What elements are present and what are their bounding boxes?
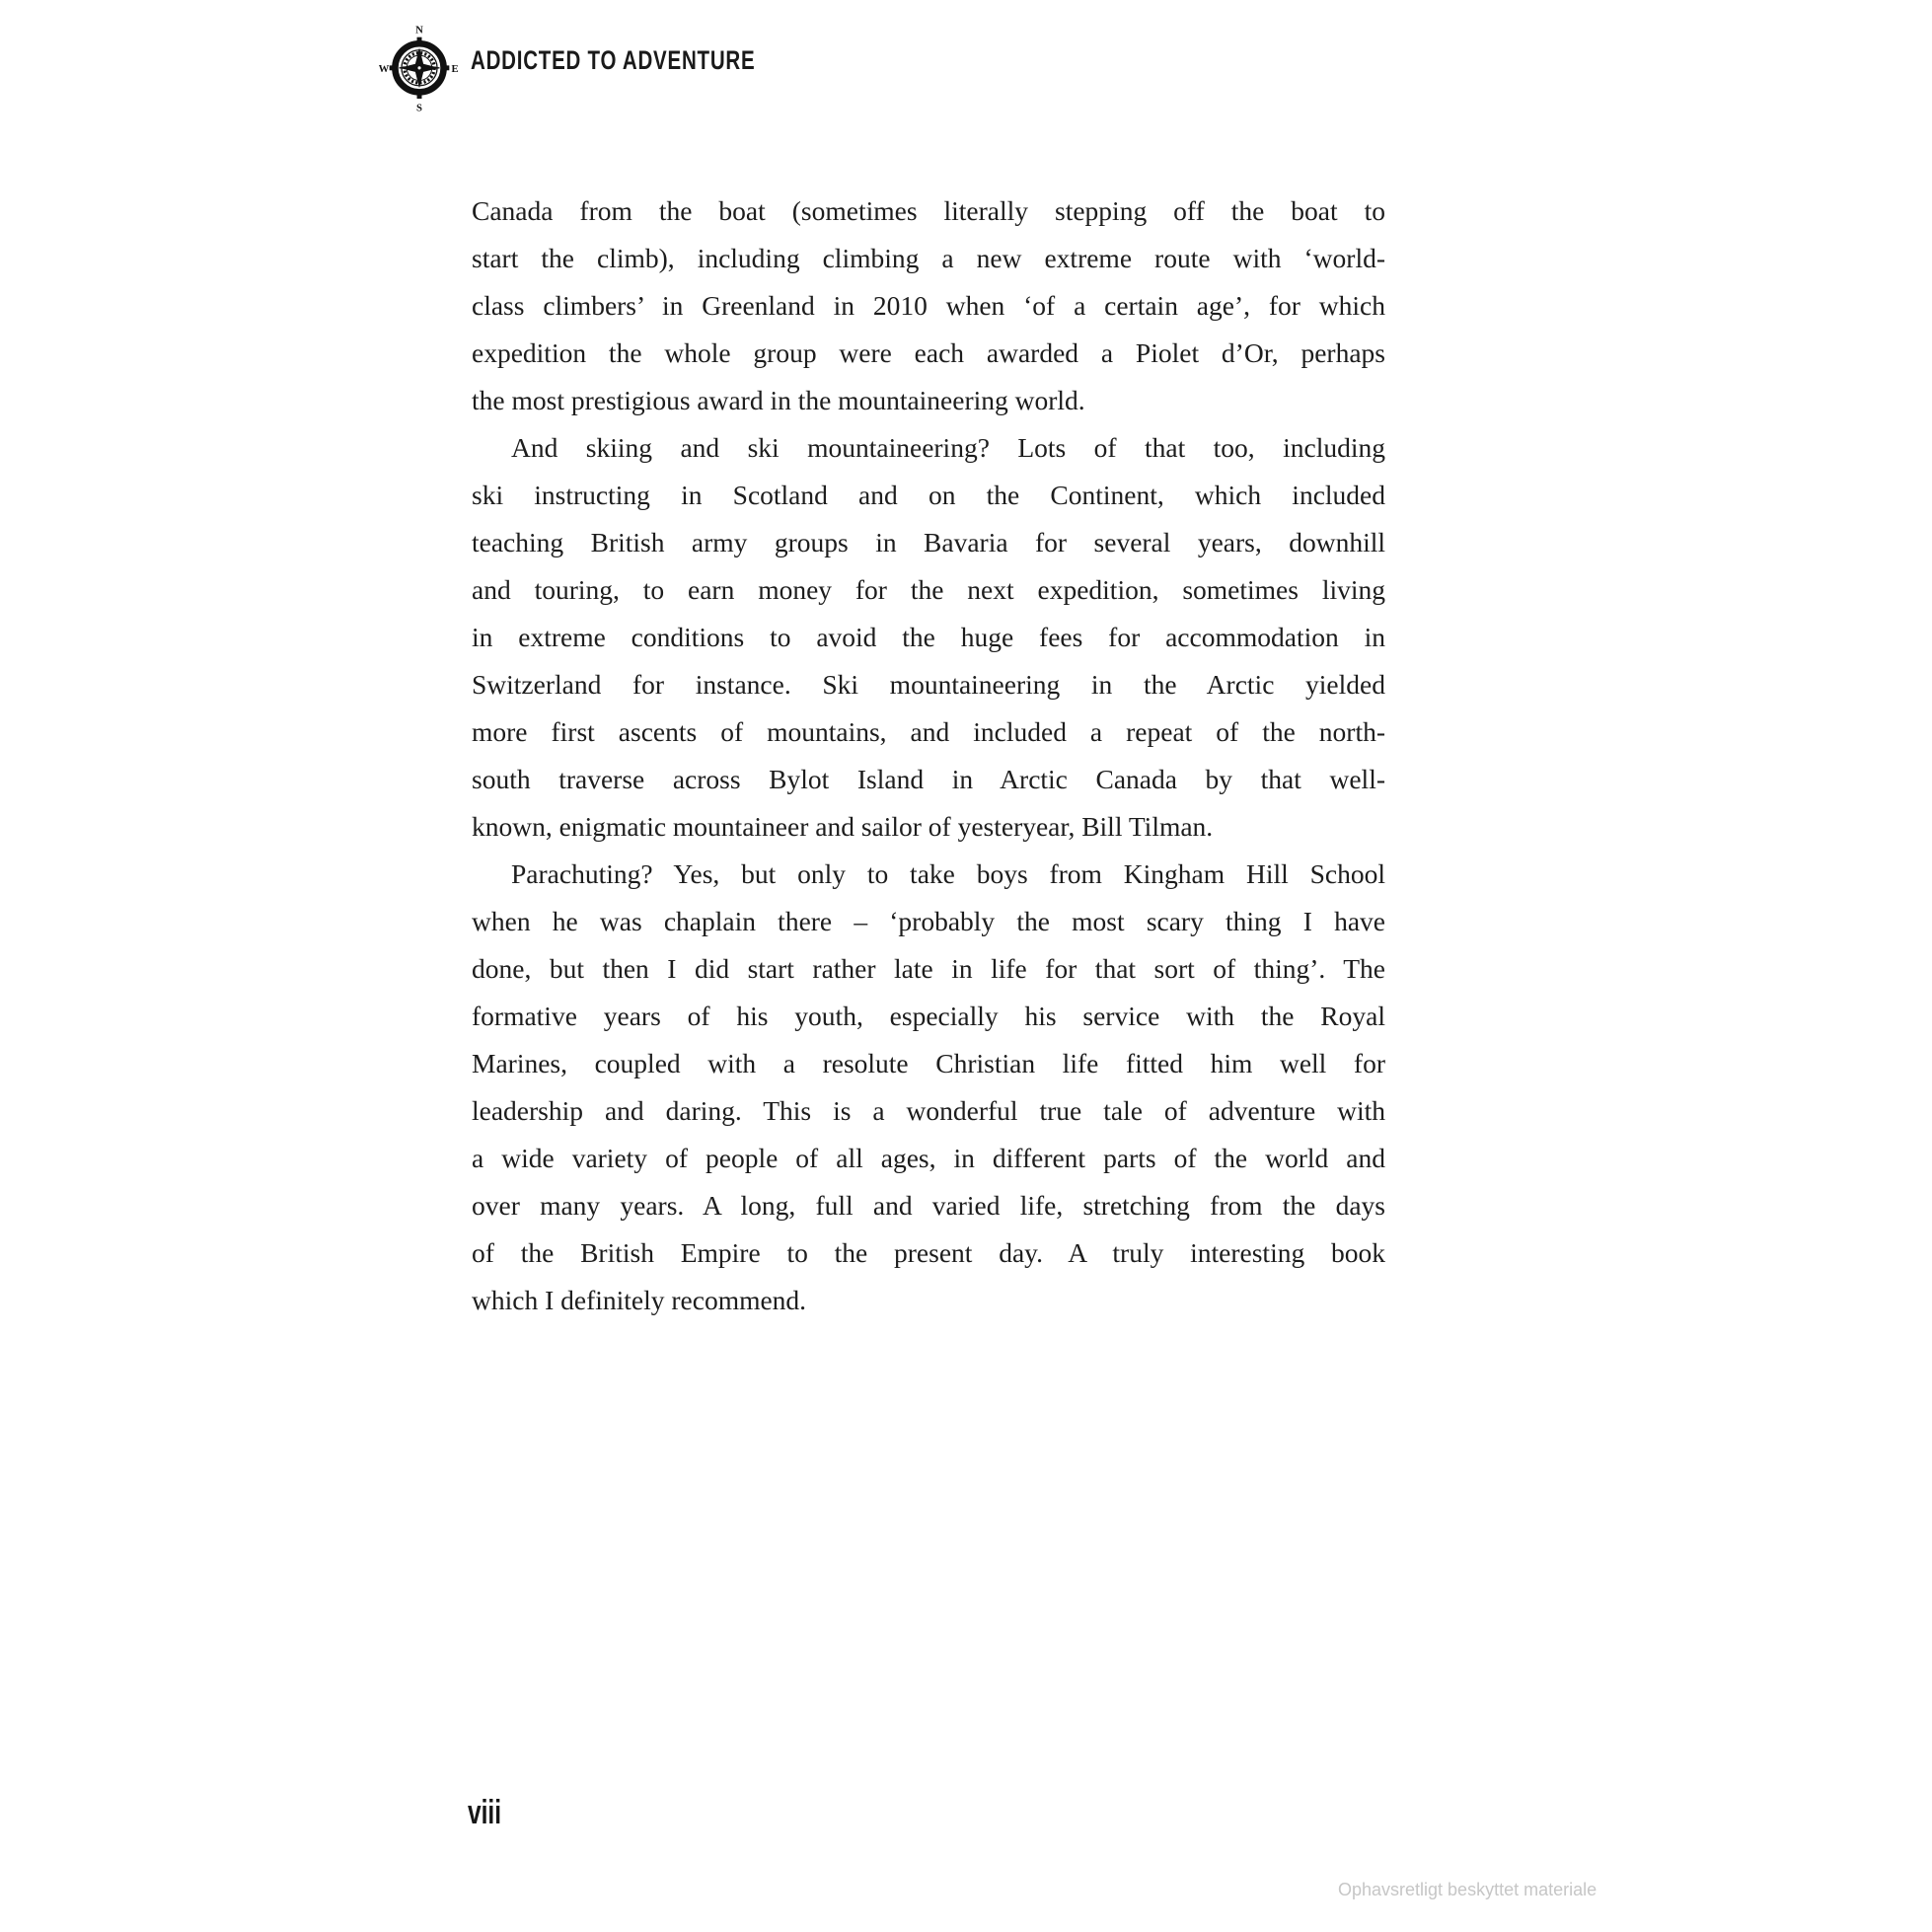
body-line: over many years. A long, full and varied life, stretching from the days <box>472 1190 1385 1221</box>
body-line: when he was chaplain there – ‘probably the most scary thing I have <box>472 906 1385 936</box>
body-line: And skiing and ski mountaineering? Lots of that too, including <box>511 432 1385 463</box>
body-line: south traverse across Bylot Island in Arctic Canada by that well- <box>472 764 1385 794</box>
body-line: the most prestigious award in the mountaineering world. <box>472 385 1085 415</box>
page-number: viii <box>468 1794 502 1831</box>
body-line: a wide variety of people of all ages, in different parts of the world and <box>472 1143 1385 1173</box>
compass-letter-s: S <box>416 103 422 112</box>
body-line: expedition the whole group were each awarded a Piolet d’Or, perhaps <box>472 337 1385 368</box>
copyright-watermark: Ophavsretligt beskyttet materiale <box>1338 1880 1598 1899</box>
paragraph <box>472 424 1385 851</box>
body-line: Canada from the boat (sometimes literally stepping off the boat to <box>472 195 1385 226</box>
body-line: more first ascents of mountains, and included a repeat of the north- <box>472 716 1385 747</box>
running-title: ADDICTED TO ADVENTURE <box>471 45 756 75</box>
body-line: in extreme conditions to avoid the huge fees for accommodation in <box>472 622 1385 652</box>
paragraph <box>472 851 1385 1324</box>
compass-letter-e: E <box>451 63 459 75</box>
body-line: ski instructing in Scotland and on the Continent, which included <box>472 480 1385 510</box>
compass-letter-n: N <box>415 25 423 37</box>
body-line: of the British Empire to the present day. A truly interesting book <box>472 1237 1385 1268</box>
body-line: start the climb), including climbing a new extreme route with ‘world- <box>472 243 1385 273</box>
body-line: done, but then I did start rather late in life for that sort of thing’. The <box>472 953 1385 984</box>
body-line: known, enigmatic mountaineer and sailor of yesteryear, Bill Tilman. <box>472 811 1214 842</box>
body-line: class climbers’ in Greenland in 2010 when ‘of a certain age’, for which <box>472 290 1385 321</box>
compass-icon <box>379 22 460 112</box>
compass-letter-w: W <box>379 63 390 75</box>
body-line: and touring, to earn money for the next expedition, sometimes living <box>472 574 1385 605</box>
body-line: which I definitely recommend. <box>472 1285 807 1315</box>
paragraph <box>472 187 1385 424</box>
body-line: teaching British army groups in Bavaria for several years, downhill <box>472 527 1385 557</box>
body-line: formative years of his youth, especially his service with the Royal <box>472 1001 1385 1031</box>
body-line: Parachuting? Yes, but only to take boys from Kingham Hill School <box>511 858 1385 889</box>
body-line: leadership and daring. This is a wonderful true tale of adventure with <box>472 1095 1385 1126</box>
body-line: Marines, coupled with a resolute Christian life fitted him well for <box>472 1048 1385 1078</box>
body-text <box>472 187 1385 1324</box>
body-line: Switzerland for instance. Ski mountaineering in the Arctic yielded <box>472 669 1385 700</box>
